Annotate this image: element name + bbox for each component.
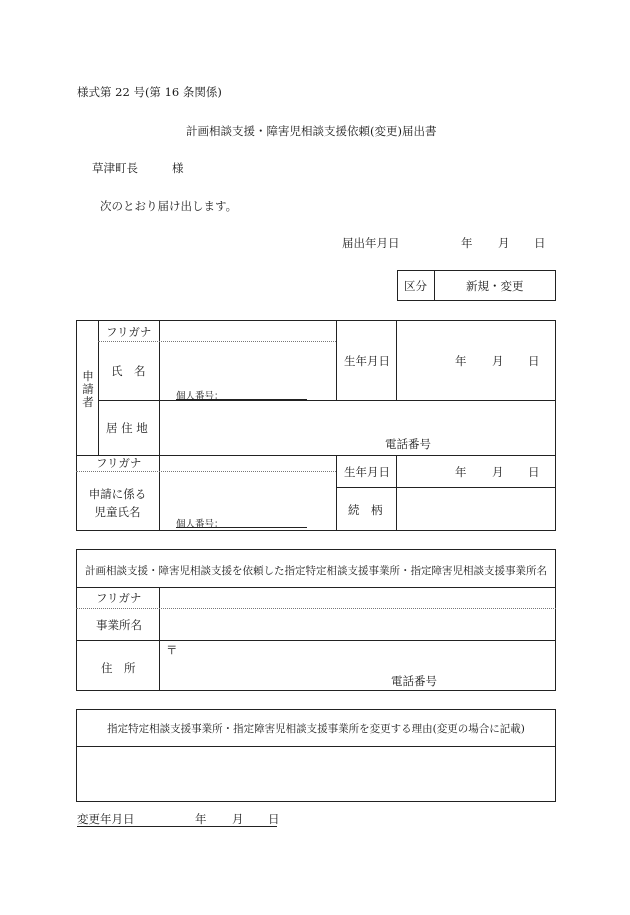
submission-date-label: 届出年月日 <box>342 236 400 250</box>
change-date-day: 日 <box>268 812 280 826</box>
applicant-mynumber-field[interactable] <box>176 399 307 400</box>
applicant-birth-label: 生年月日 <box>344 354 390 368</box>
applicant-furigana-label: フリガナ <box>106 325 152 339</box>
change-date-label: 変更年月日 <box>77 812 135 826</box>
office-name-field[interactable] <box>160 610 555 639</box>
reason-heading: 指定特定相談支援事業所・指定障害児相談支援事業所を変更する理由(変更の場合に記載) <box>107 723 525 735</box>
applicant-address-label: 居 住 地 <box>106 421 148 435</box>
office-address-label: 住 所 <box>101 661 136 675</box>
submission-date-month: 月 <box>498 236 510 250</box>
addressee: 草津町長 <box>92 161 138 175</box>
applicant-name-field[interactable] <box>160 343 335 383</box>
child-birth-year: 年 <box>455 465 467 479</box>
office-address-field[interactable] <box>178 642 555 670</box>
applicant-birth-month: 月 <box>492 354 504 368</box>
child-relation-field[interactable] <box>398 489 554 529</box>
office-furigana-label: フリガナ <box>96 591 142 605</box>
form-number: 様式第 22 号(第 16 条関係) <box>77 85 222 99</box>
child-furigana-label: フリガナ <box>96 456 142 470</box>
child-birth-month: 月 <box>492 465 504 479</box>
change-date-field[interactable] <box>77 826 277 827</box>
intro-text: 次のとおり届け出します。 <box>100 199 238 213</box>
applicant-furigana-field[interactable] <box>160 322 335 340</box>
change-date-year: 年 <box>195 812 207 826</box>
office-heading: 計画相談支援・障害児相談支援を依頼した指定特定相談支援事業所・指定障害児相談支援事業所名 <box>85 565 547 577</box>
postal-mark: 〒 <box>166 643 178 657</box>
reason-field[interactable] <box>78 748 554 800</box>
applicant-section-label: 申 請 者 <box>82 369 94 409</box>
child-relation-label: 続 柄 <box>348 503 383 517</box>
applicant-birth-day: 日 <box>528 354 540 368</box>
submission-date-day: 日 <box>534 236 546 250</box>
office-furigana-field[interactable] <box>160 589 555 607</box>
child-mynumber-field[interactable] <box>176 527 307 528</box>
applicant-phone-label: 電話番号 <box>385 437 431 451</box>
change-date-month: 月 <box>232 812 244 826</box>
document-title: 計画相談支援・障害児相談支援依頼(変更)届出書 <box>186 124 437 138</box>
child-name-field[interactable] <box>160 473 335 511</box>
applicant-address-field[interactable] <box>160 402 555 432</box>
child-name-label: 申請に係る 児童氏名 <box>88 487 147 519</box>
category-label: 区分 <box>404 279 427 293</box>
applicant-mynumber-label: 個人番号： <box>176 391 224 402</box>
child-furigana-field[interactable] <box>160 457 335 470</box>
applicant-name-label: 氏 名 <box>111 364 146 378</box>
office-phone-label: 電話番号 <box>391 674 437 688</box>
child-mynumber-label: 個人番号： <box>176 519 224 530</box>
applicant-birth-year: 年 <box>455 354 467 368</box>
child-birth-day: 日 <box>528 465 540 479</box>
office-name-label: 事業所名 <box>96 618 142 632</box>
submission-date-year: 年 <box>461 236 473 250</box>
category-value[interactable]: 新規・変更 <box>466 279 524 293</box>
honorific: 様 <box>172 161 184 175</box>
child-birth-label: 生年月日 <box>344 465 390 479</box>
